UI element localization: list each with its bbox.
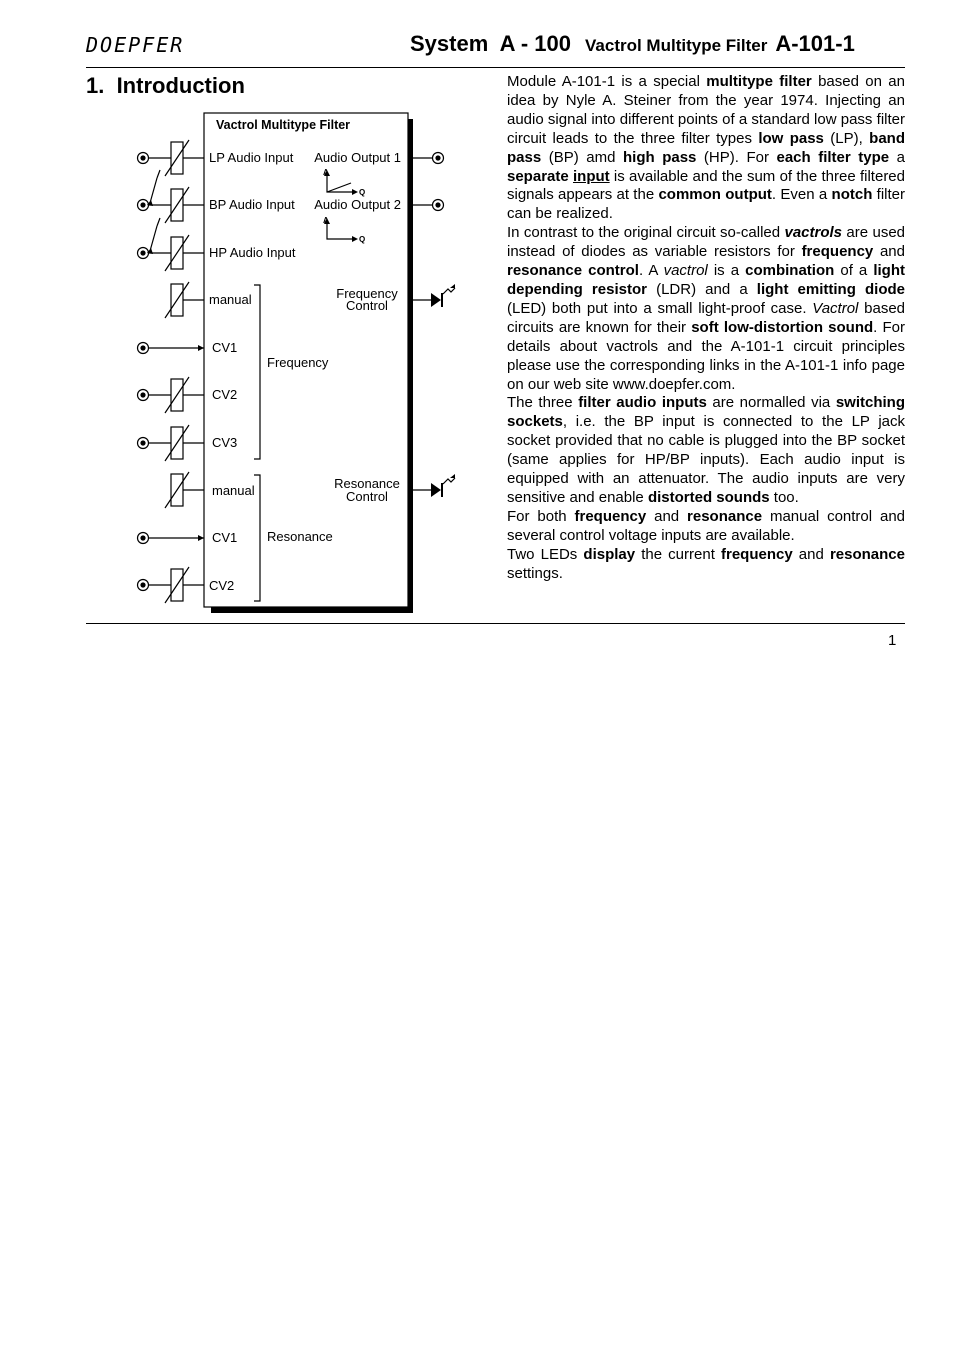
graph1-axis-q: Q: [359, 188, 366, 197]
res-control-label-1: Resonance: [334, 476, 400, 491]
res-cv2-label: CV2: [209, 578, 235, 593]
module-number: A-101-1: [775, 31, 855, 56]
freq-control-label-1: Frequency: [336, 286, 398, 301]
paragraph: Two LEDs display the current frequency and resonance settings.: [507, 545, 905, 582]
document-header: [410, 31, 855, 57]
block-diagram: [130, 108, 460, 625]
footer-rule: [86, 623, 905, 624]
section-title: 1. Introduction: [86, 73, 245, 98]
header-rule: [86, 67, 905, 68]
resonance-led-icon: [431, 483, 441, 497]
graph2-axis-a: A: [323, 216, 329, 225]
page-number: 1: [888, 632, 897, 649]
hp-input-label: HP Audio Input: [209, 245, 296, 260]
frequency-led-icon: [431, 293, 441, 307]
doepfer-logo: DOEPFER: [86, 33, 185, 57]
res-cv1-label: CV1: [212, 530, 238, 545]
lp-input-label: LP Audio Input: [209, 150, 294, 165]
bp-input-label: BP Audio Input: [209, 197, 295, 212]
paragraph: In contrast to the original circuit so-called vactrols are used instead of diodes as variable resistors for frequency and resonance control. A vactrol is a combination of a light depending resistor (LDR) and a light emitting diode (LED) both put into a small light-proof case. Vactrol based circuits are known for their soft low-distortion sound. For details about vactrols and the A-101-1 circuit principles please use the corresponding links in the A-101-1 info page on our web site www.doepfer.com.: [507, 224, 906, 393]
freq-cv3-label: CV3: [212, 435, 238, 450]
freq-manual-label: manual: [209, 292, 252, 307]
system-title: System A - 100: [410, 31, 572, 56]
output2-label: Audio Output 2: [314, 197, 401, 212]
graph2-axis-q: Q: [359, 235, 366, 244]
res-manual-label: manual: [212, 483, 255, 498]
module-name: Vactrol Multitype Filter: [585, 36, 768, 55]
freq-cv2-label: CV2: [212, 387, 238, 402]
paragraph: The three filter audio inputs are normalled via switching sockets, i.e. the BP input is connected to the LP jack socket provided that no cable is plugged into the BP socket (same applies for HP/BP inputs). Each audio input is equipped with an attenuator. The audio inputs are very sensitive and enable distorted sounds too.: [507, 394, 905, 506]
res-control-label-2: Control: [346, 489, 388, 504]
graph1-axis-a: A: [323, 168, 329, 177]
intro-text: [507, 73, 905, 583]
freq-cv1-label: CV1: [212, 340, 238, 355]
output1-label: Audio Output 1: [314, 150, 401, 165]
resonance-group-label: Resonance: [267, 529, 333, 544]
frequency-group-label: Frequency: [267, 355, 329, 370]
paragraph: For both frequency and resonance manual control and several control voltage inputs are available.: [507, 507, 906, 544]
freq-control-label-2: Control: [346, 298, 388, 313]
diagram-title: Vactrol Multitype Filter: [216, 118, 351, 132]
paragraph: Module A-101-1 is a special multitype filter based on an idea by Nyle A. Steiner from the year 1974. Injecting an audio signal into different points of a standard low pass filter circuit leads to the three filter types low pass (LP), band pass (BP) amd high pass (HP). For each filter type a separate input is available and the sum of the three filtered signals appears at the common output. Even a notch filter can be realized.: [507, 73, 906, 223]
